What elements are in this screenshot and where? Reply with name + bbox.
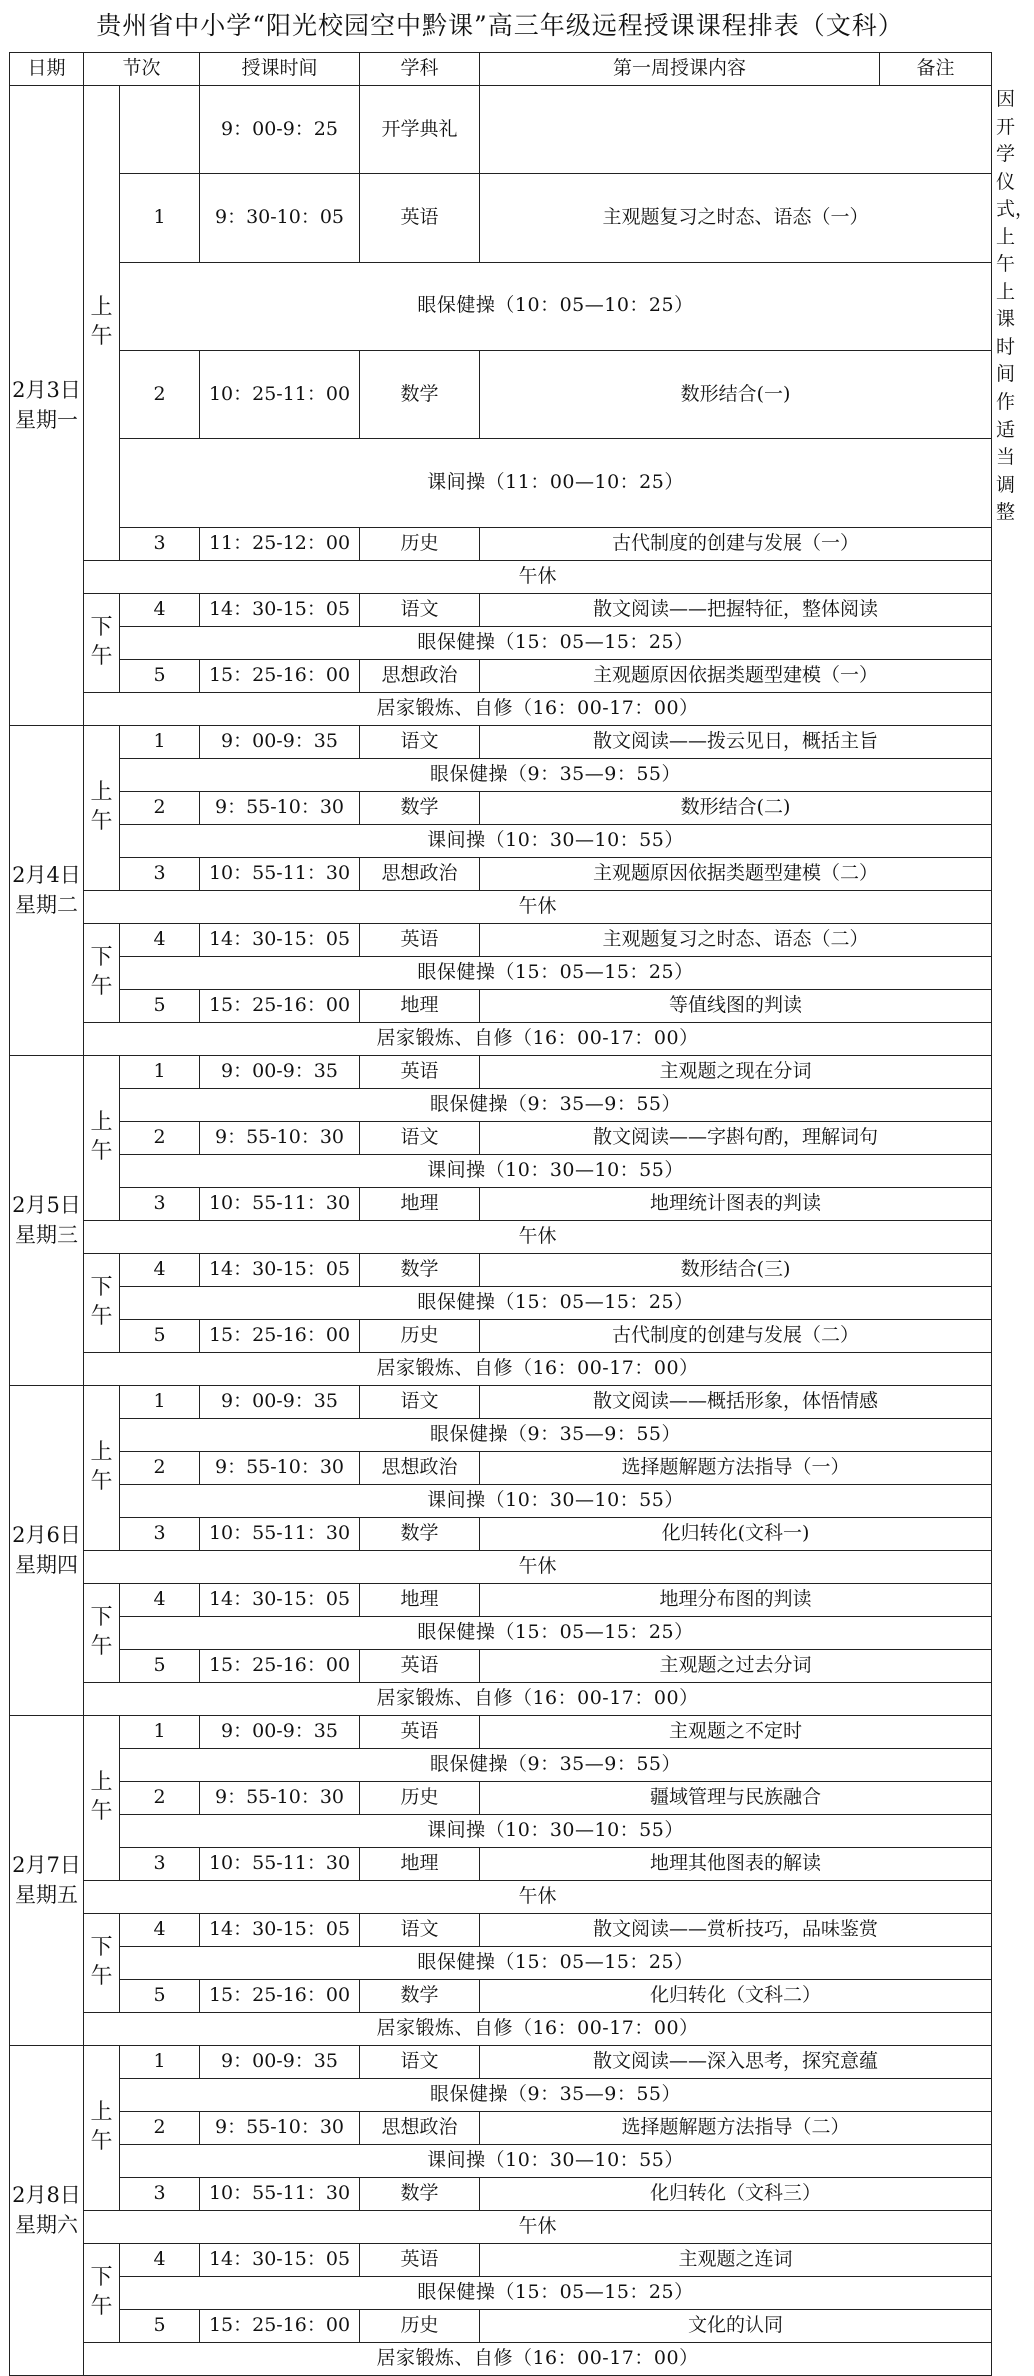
table-row (10, 890, 992, 923)
subject: 地理 (360, 1187, 480, 1220)
lesson-content: 化归转化（文科三） (480, 2177, 992, 2210)
subject: 数学 (360, 1517, 480, 1550)
subject: 英语 (360, 1649, 480, 1682)
period-number: 1 (120, 1385, 200, 1418)
table-row (10, 2309, 992, 2342)
subject: 语文 (360, 593, 480, 626)
class-time: 15：25-16：00 (200, 659, 360, 692)
period-number: 2 (120, 1121, 200, 1154)
table-row (10, 2210, 992, 2243)
header-subject: 学科 (360, 53, 480, 86)
day-weekday: 星期五 (15, 1883, 78, 1908)
self-study: 居家锻炼、自修（16：00-17：00） (84, 2012, 992, 2045)
class-time: 9：55-10：30 (200, 2111, 360, 2144)
lunch-break: 午休 (84, 1220, 992, 1253)
table-row (10, 2177, 992, 2210)
table-row (10, 351, 992, 439)
break-activity: 眼保健操（9：35—9：55） (120, 1748, 992, 1781)
am-label: 上午 (84, 2045, 120, 2210)
period-number: 5 (120, 659, 200, 692)
table-row (10, 1418, 992, 1451)
break-activity: 眼保健操（15：05—15：25） (120, 1286, 992, 1319)
class-time: 10：55-11：30 (200, 1517, 360, 1550)
class-time: 9：00-9：35 (200, 1385, 360, 1418)
class-time: 9：55-10：30 (200, 1121, 360, 1154)
period-number: 2 (120, 2111, 200, 2144)
lesson-content: 化归转化(文科一) (480, 1517, 992, 1550)
table-row (10, 1220, 992, 1253)
am-label: 上午 (84, 1715, 120, 1880)
period-number: 5 (120, 2309, 200, 2342)
table-row (10, 1352, 992, 1385)
table-row (10, 1253, 992, 1286)
schedule-table (9, 52, 1034, 2376)
day-weekday: 星期三 (15, 1223, 78, 1248)
day-date-cell (10, 725, 84, 1055)
table-row (10, 725, 992, 758)
table-row (10, 1913, 992, 1946)
class-time: 9：55-10：30 (200, 1781, 360, 1814)
subject: 地理 (360, 1583, 480, 1616)
break-activity: 眼保健操（15：05—15：25） (120, 956, 992, 989)
subject: 语文 (360, 2045, 480, 2078)
class-time: 10：55-11：30 (200, 857, 360, 890)
period-number: 5 (120, 989, 200, 1022)
table-row (10, 1088, 992, 1121)
lesson-content: 选择题解题方法指导（二） (480, 2111, 992, 2144)
subject: 英语 (360, 2243, 480, 2276)
day-weekday: 星期二 (15, 893, 78, 918)
break-activity: 课间操（10：30—10：55） (120, 1484, 992, 1517)
break-activity: 眼保健操（15：05—15：25） (120, 1616, 992, 1649)
pm-label: 下午 (84, 593, 120, 692)
break-activity: 眼保健操（15：05—15：25） (120, 2276, 992, 2309)
pm-label: 下午 (84, 923, 120, 1022)
schedule-body (10, 86, 1034, 2376)
break-activity: 眼保健操（9：35—9：55） (120, 2078, 992, 2111)
header-date: 日期 (10, 53, 84, 86)
header-note: 备注 (880, 53, 992, 86)
subject: 语文 (360, 1121, 480, 1154)
lesson-content: 选择题解题方法指导（一） (480, 1451, 992, 1484)
am-label: 上午 (84, 725, 120, 890)
page-title: 贵州省中小学“阳光校园空中黔课”高三年级远程授课课程排表（文科） (96, 11, 904, 40)
table-row (10, 824, 992, 857)
table-row (10, 2276, 992, 2309)
am-label: 上午 (84, 1055, 120, 1220)
lesson-content: 化归转化（文科二） (480, 1979, 992, 2012)
subject: 历史 (360, 2309, 480, 2342)
table-row (10, 1055, 992, 1088)
class-time: 14：30-15：05 (200, 593, 360, 626)
table-row (10, 1649, 992, 1682)
period-number: 3 (120, 527, 200, 560)
class-time: 9：00-9：35 (200, 1055, 360, 1088)
subject: 数学 (360, 791, 480, 824)
class-time: 10：55-11：30 (200, 1847, 360, 1880)
period-number: 1 (120, 1055, 200, 1088)
day-date: 2月4日 (12, 862, 81, 887)
subject: 地理 (360, 989, 480, 1022)
lunch-break: 午休 (84, 2210, 992, 2243)
day-date-cell (10, 1715, 84, 2045)
table-row (10, 1121, 992, 1154)
period-number: 5 (120, 1979, 200, 2012)
class-time: 15：25-16：00 (200, 1649, 360, 1682)
table-row (10, 1583, 992, 1616)
class-time: 9：00-9：35 (200, 725, 360, 758)
period-number: 1 (120, 174, 200, 262)
lesson-content: 主观题原因依据类题型建模（一） (480, 659, 992, 692)
class-time: 15：25-16：00 (200, 2309, 360, 2342)
table-row (10, 2243, 992, 2276)
subject: 开学典礼 (360, 86, 480, 174)
subject: 思想政治 (360, 857, 480, 890)
table-row (10, 791, 992, 824)
break-activity: 课间操（11：00—10：25） (120, 439, 992, 527)
table-row (10, 1946, 992, 1979)
class-time: 9：55-10：30 (200, 1451, 360, 1484)
table-row (10, 692, 992, 725)
subject: 英语 (360, 1715, 480, 1748)
period-number: 5 (120, 1649, 200, 1682)
lesson-content: 主观题原因依据类题型建模（二） (480, 857, 992, 890)
table-row (10, 1715, 992, 1748)
lesson-content: 散文阅读——把握特征，整体阅读 (480, 593, 992, 626)
table-row (10, 1748, 992, 1781)
period-number: 1 (120, 725, 200, 758)
subject: 历史 (360, 527, 480, 560)
table-row (10, 1385, 992, 1418)
period-number: 4 (120, 1583, 200, 1616)
table-row (10, 1319, 992, 1352)
table-row (10, 1187, 992, 1220)
period-number: 4 (120, 923, 200, 956)
subject: 思想政治 (360, 1451, 480, 1484)
table-row (10, 857, 992, 890)
period-number: 2 (120, 1781, 200, 1814)
period-number: 3 (120, 1517, 200, 1550)
class-time: 15：25-16：00 (200, 989, 360, 1022)
lesson-content: 主观题之不定时 (480, 1715, 992, 1748)
break-activity: 课间操（10：30—10：55） (120, 2144, 992, 2177)
lunch-break: 午休 (84, 1550, 992, 1583)
pm-label: 下午 (84, 1583, 120, 1682)
lesson-content: 地理其他图表的解读 (480, 1847, 992, 1880)
period-number: 1 (120, 1715, 200, 1748)
table-row (10, 1880, 992, 1913)
period-number: 3 (120, 2177, 200, 2210)
table-row (10, 1451, 992, 1484)
table-row (10, 659, 992, 692)
class-time: 14：30-15：05 (200, 1253, 360, 1286)
table-row (10, 1847, 992, 1880)
table-row (10, 1682, 992, 1715)
lesson-content: 数形结合(二) (480, 791, 992, 824)
day-weekday: 星期一 (15, 408, 78, 433)
subject: 历史 (360, 1781, 480, 1814)
self-study: 居家锻炼、自修（16：00-17：00） (84, 1682, 992, 1715)
table-row (10, 1814, 992, 1847)
subject: 数学 (360, 1253, 480, 1286)
day-date: 2月7日 (12, 1852, 81, 1877)
self-study: 居家锻炼、自修（16：00-17：00） (84, 692, 992, 725)
lesson-content: 主观题之连词 (480, 2243, 992, 2276)
subject: 语文 (360, 1385, 480, 1418)
subject: 数学 (360, 351, 480, 439)
lesson-content: 数形结合(三) (480, 1253, 992, 1286)
self-study: 居家锻炼、自修（16：00-17：00） (84, 2342, 992, 2375)
period-number: 4 (120, 1253, 200, 1286)
day-date-cell (10, 86, 84, 726)
lesson-content: 疆域管理与民族融合 (480, 1781, 992, 1814)
class-time: 9：00-9：35 (200, 2045, 360, 2078)
break-activity: 课间操（10：30—10：55） (120, 1814, 992, 1847)
table-row (10, 1616, 992, 1649)
break-activity: 眼保健操（9：35—9：55） (120, 1418, 992, 1451)
lesson-content: 主观题之过去分词 (480, 1649, 992, 1682)
header-content: 第一周授课内容 (480, 53, 880, 86)
table-row (10, 2111, 992, 2144)
class-time: 14：30-15：05 (200, 1583, 360, 1616)
subject: 英语 (360, 923, 480, 956)
subject: 历史 (360, 1319, 480, 1352)
table-row (10, 2045, 992, 2078)
subject: 英语 (360, 1055, 480, 1088)
lesson-content: 古代制度的创建与发展（二） (480, 1319, 992, 1352)
subject: 地理 (360, 1847, 480, 1880)
self-study: 居家锻炼、自修（16：00-17：00） (84, 1352, 992, 1385)
table-row (10, 989, 992, 1022)
class-time: 10：55-11：30 (200, 2177, 360, 2210)
table-row (10, 956, 992, 989)
period-number: 2 (120, 1451, 200, 1484)
table-row (10, 1154, 992, 1187)
day-date: 2月3日 (12, 377, 81, 402)
table-row (10, 1484, 992, 1517)
break-activity: 眼保健操（9：35—9：55） (120, 1088, 992, 1121)
lesson-content: 文化的认同 (480, 2309, 992, 2342)
lesson-content: 等值线图的判读 (480, 989, 992, 1022)
header-period: 节次 (84, 53, 200, 86)
period-number: 3 (120, 1187, 200, 1220)
lesson-content: 散文阅读——深入思考，探究意蕴 (480, 2045, 992, 2078)
class-time: 15：25-16：00 (200, 1319, 360, 1352)
self-study: 居家锻炼、自修（16：00-17：00） (84, 1022, 992, 1055)
break-activity: 课间操（10：30—10：55） (120, 824, 992, 857)
class-time: 14：30-15：05 (200, 923, 360, 956)
break-activity: 课间操（10：30—10：55） (120, 1154, 992, 1187)
class-time: 9：55-10：30 (200, 791, 360, 824)
subject: 数学 (360, 1979, 480, 2012)
break-activity: 眼保健操（15：05—15：25） (120, 626, 992, 659)
day-date-cell (10, 2045, 84, 2375)
lunch-break: 午休 (84, 560, 992, 593)
class-time: 14：30-15：05 (200, 1913, 360, 1946)
day-date: 2月5日 (12, 1192, 81, 1217)
lunch-break: 午休 (84, 890, 992, 923)
period-number: 1 (120, 2045, 200, 2078)
class-time: 14：30-15：05 (200, 2243, 360, 2276)
lesson-content: 主观题复习之时态、语态（二） (480, 923, 992, 956)
lesson-content: 散文阅读——概括形象，体悟情感 (480, 1385, 992, 1418)
class-time: 9：00-9：35 (200, 1715, 360, 1748)
period-number: 3 (120, 1847, 200, 1880)
table-row: 2月3日 星期一 上午 9：00-9：25 开学典礼 因开学仪式，上午上课时间作适当调整 (10, 86, 992, 174)
break-activity: 眼保健操（10：05—10：25） (120, 262, 992, 350)
am-label: 上午 (84, 1385, 120, 1550)
subject: 数学 (360, 2177, 480, 2210)
pm-label: 下午 (84, 1253, 120, 1352)
table-row (10, 2144, 992, 2177)
period-number: 4 (120, 593, 200, 626)
lesson-content: 散文阅读——拨云见日，概括主旨 (480, 725, 992, 758)
class-time: 9：30-10：05 (200, 174, 360, 262)
day-date: 2月6日 (12, 1522, 81, 1547)
class-time: 9：00-9：25 (200, 86, 360, 174)
table-row (10, 560, 992, 593)
table-row (10, 626, 992, 659)
period-number: 2 (120, 351, 200, 439)
table-row (10, 2012, 992, 2045)
table-row (10, 174, 992, 262)
table-row (10, 527, 992, 560)
period-number: 4 (120, 1913, 200, 1946)
am-label: 上午 (84, 86, 120, 561)
pm-label: 下午 (84, 2243, 120, 2342)
class-time: 11：25-12：00 (200, 527, 360, 560)
header-row (10, 53, 992, 86)
table-row (10, 1517, 992, 1550)
lesson-content: 主观题复习之时态、语态（一） (480, 174, 992, 262)
table-row (10, 2342, 992, 2375)
lesson-content (480, 86, 992, 174)
period-number: 4 (120, 2243, 200, 2276)
subject: 语文 (360, 1913, 480, 1946)
table-row (10, 1781, 992, 1814)
day-date: 2月8日 (12, 2182, 81, 2207)
period-number: 5 (120, 1319, 200, 1352)
class-time: 10：55-11：30 (200, 1187, 360, 1220)
period-number: 2 (120, 791, 200, 824)
class-time: 10：25-11：00 (200, 351, 360, 439)
subject: 思想政治 (360, 2111, 480, 2144)
lunch-break: 午休 (84, 1880, 992, 1913)
table-row (10, 1286, 992, 1319)
header-time: 授课时间 (200, 53, 360, 86)
table-row (10, 1979, 992, 2012)
lesson-content: 主观题之现在分词 (480, 1055, 992, 1088)
lesson-content: 数形结合(一) (480, 351, 992, 439)
break-activity: 眼保健操（15：05—15：25） (120, 1946, 992, 1979)
class-time: 15：25-16：00 (200, 1979, 360, 2012)
period-number (120, 86, 200, 174)
lesson-content: 古代制度的创建与发展（一） (480, 527, 992, 560)
table-row (10, 439, 992, 527)
break-activity: 眼保健操（9：35—9：55） (120, 758, 992, 791)
subject: 英语 (360, 174, 480, 262)
table-row (10, 262, 992, 350)
table-row (10, 1550, 992, 1583)
day-date-cell (10, 1385, 84, 1715)
table-row (10, 2078, 992, 2111)
day-weekday: 星期六 (15, 2213, 78, 2238)
table-row (10, 758, 992, 791)
lesson-content: 地理统计图表的判读 (480, 1187, 992, 1220)
day-date-cell (10, 1055, 84, 1385)
lesson-content: 散文阅读——赏析技巧，品味鉴赏 (480, 1913, 992, 1946)
pm-label: 下午 (84, 1913, 120, 2012)
subject: 思想政治 (360, 659, 480, 692)
table-row (10, 593, 992, 626)
lesson-content: 散文阅读——字斟句酌，理解词句 (480, 1121, 992, 1154)
table-row (10, 1022, 992, 1055)
subject: 语文 (360, 725, 480, 758)
period-number: 3 (120, 857, 200, 890)
day-weekday: 星期四 (15, 1553, 78, 1578)
table-row (10, 923, 992, 956)
lesson-content: 地理分布图的判读 (480, 1583, 992, 1616)
